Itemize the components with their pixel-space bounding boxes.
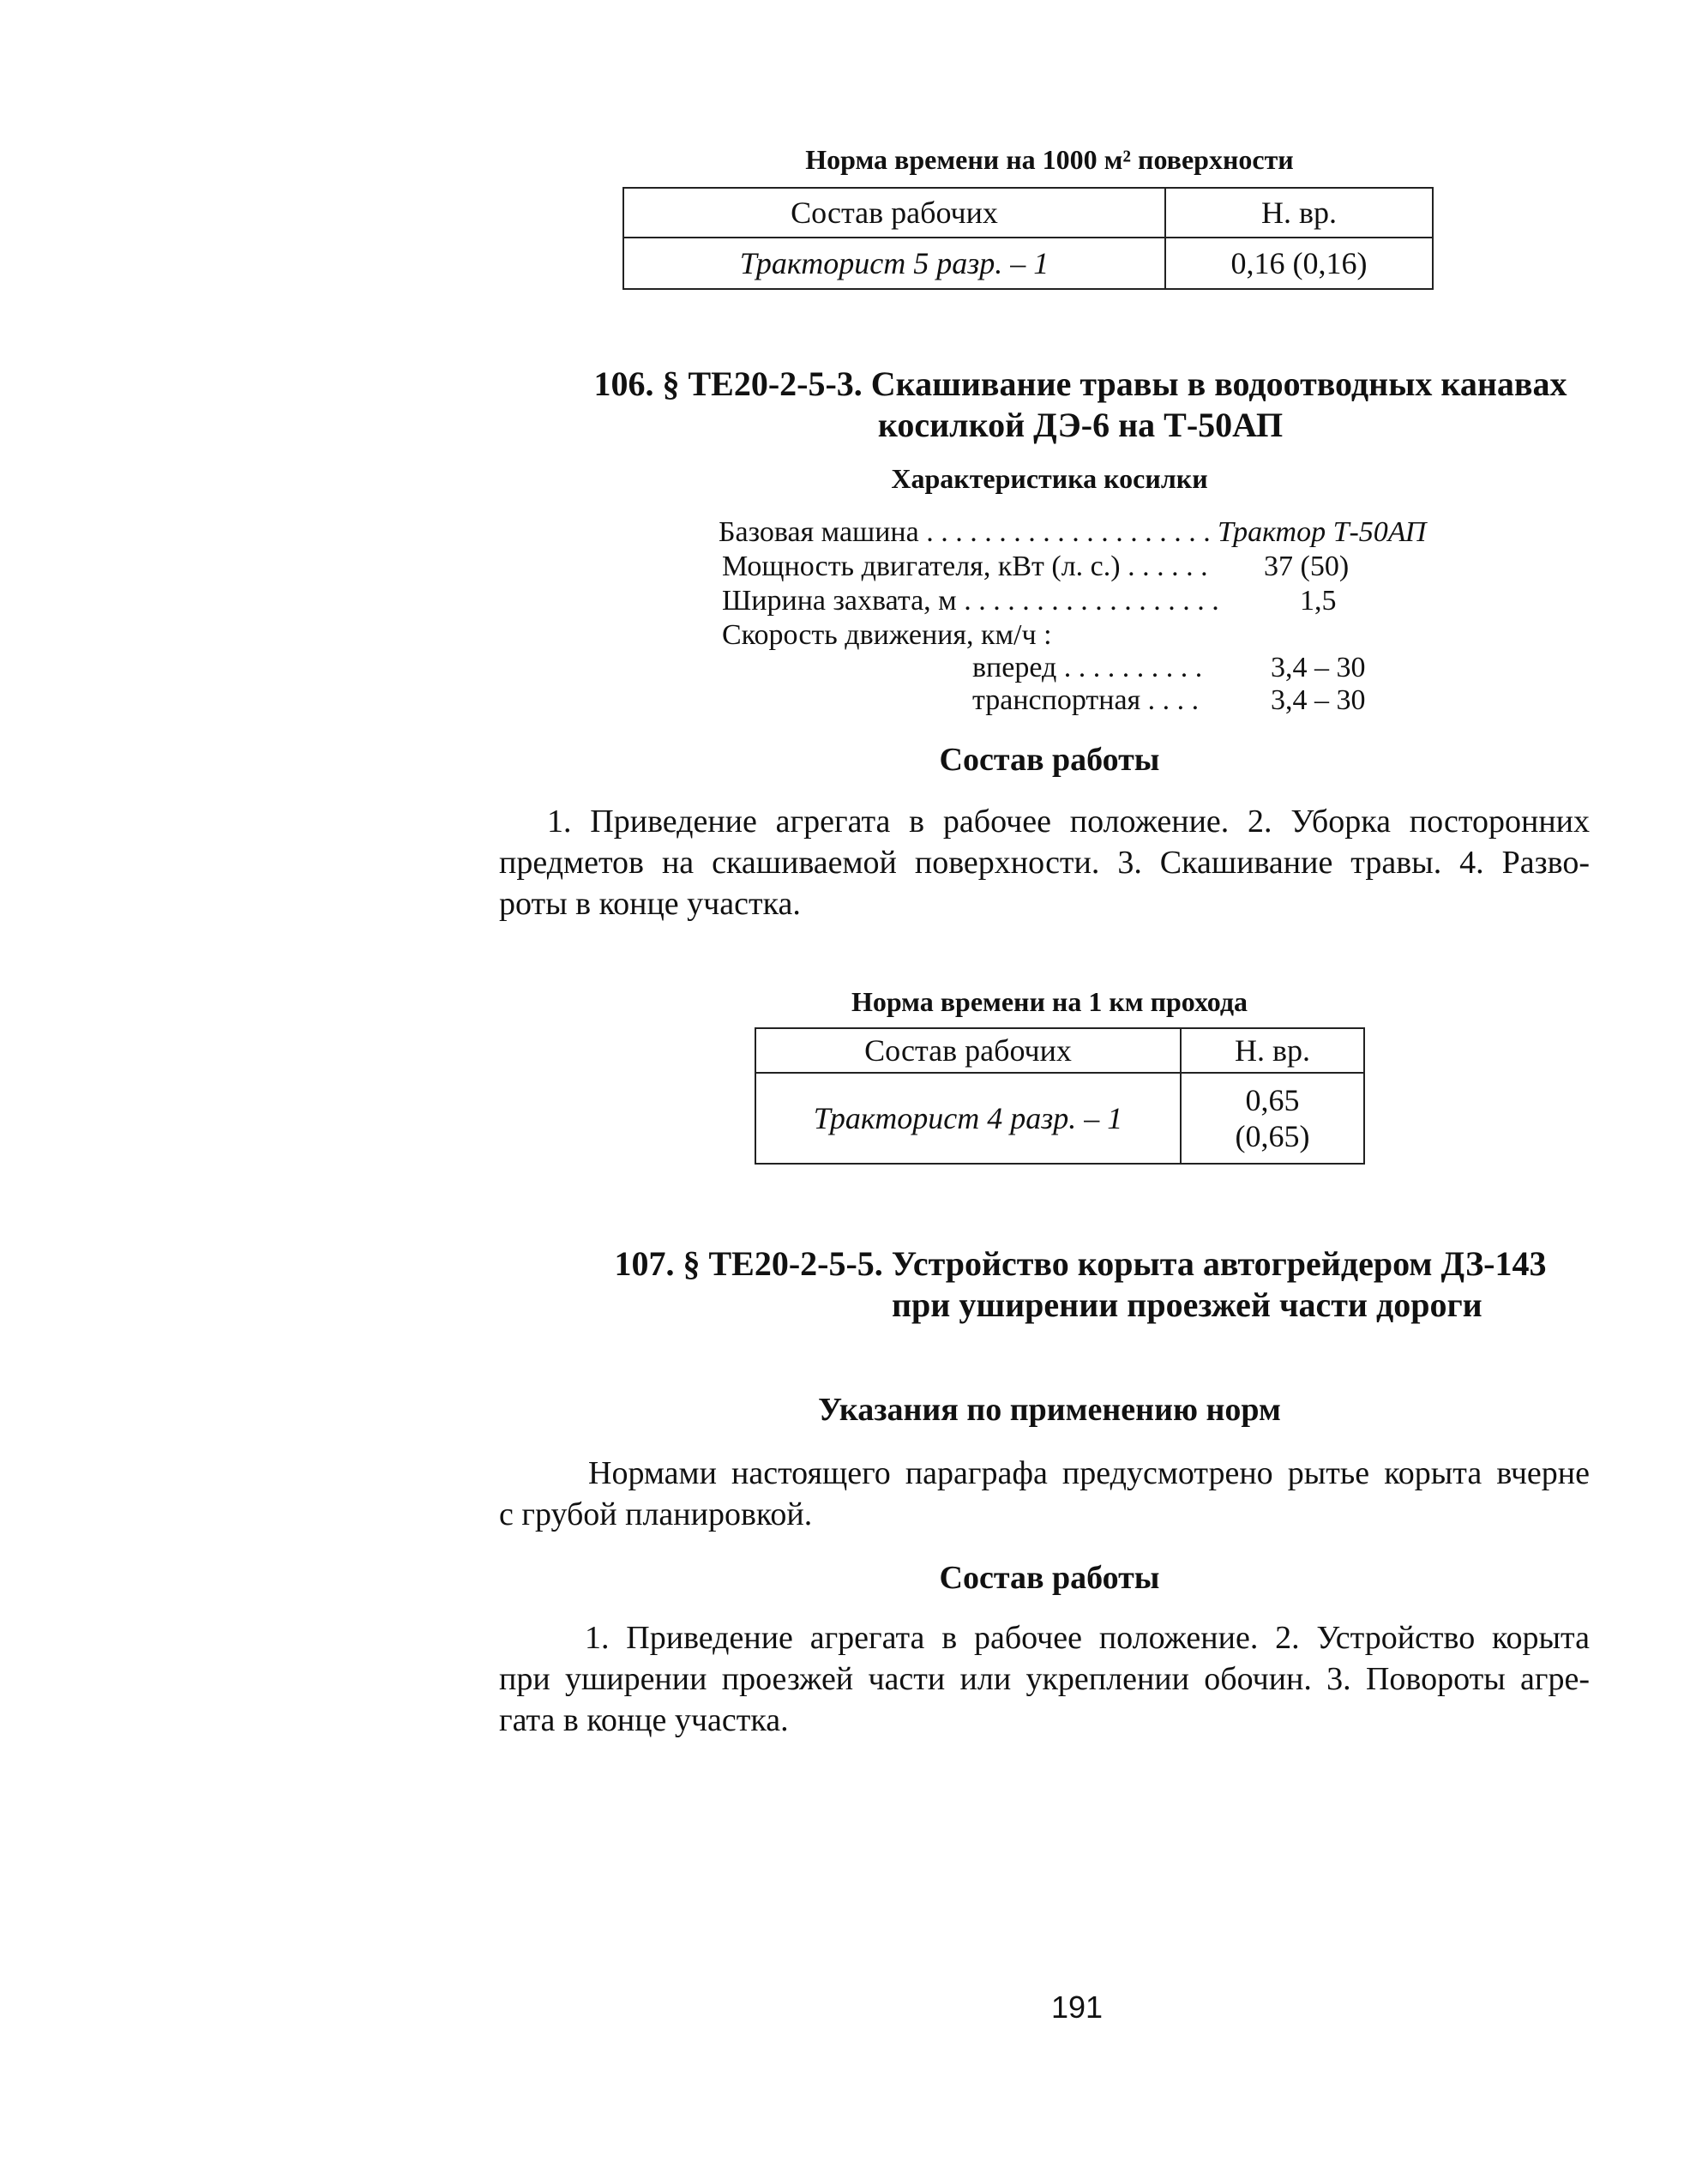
- spec-row-base-machine: [719, 516, 1211, 549]
- spec-value-base-machine: Трактор Т-50АП: [1218, 516, 1427, 548]
- table2-cell-norm: [1181, 1073, 1364, 1164]
- section106-work-text: [499, 801, 1590, 924]
- page-number: 191: [1050, 1989, 1104, 2025]
- text-line: роты в конце участка.: [499, 886, 801, 922]
- section106-title-line1: 106. § ТЕ20-2-5-3. Скашивание травы в водоотводных канавах: [593, 364, 1567, 403]
- text-line: гата в конце участка.: [499, 1702, 789, 1738]
- table1-cell-norm: 0,16 (0,16): [1165, 238, 1433, 289]
- table1: [622, 187, 1434, 290]
- text-line: 1. Приведение агрегата в рабочее положение. 2. Устройство корыта: [585, 1620, 1590, 1656]
- section106-work-title: Состав работы: [939, 742, 1160, 778]
- section107-guide-title: Указания по применению норм: [818, 1392, 1281, 1428]
- spec-row-transport: транспортная . . . .: [972, 684, 1200, 716]
- text-line: Нормами настоящего параграфа предусмотрено рытье корыта вчерне: [588, 1455, 1590, 1491]
- section107-guide-text: [499, 1453, 1590, 1535]
- section107-work-title: Состав работы: [939, 1560, 1160, 1596]
- section107-title-line2: при уширении проезжей части дороги: [892, 1285, 1482, 1324]
- spec-value-transport: 3,4 – 30: [1271, 684, 1366, 716]
- table2-caption: Норма времени на 1 км прохода: [851, 986, 1248, 1017]
- table1-caption: Норма времени на 1000 м² поверхности: [805, 144, 1294, 175]
- spec-row-width: Ширина захвата, м . . . . . . . . . . . . . . . . . .: [722, 585, 1219, 617]
- spec-value-forward: 3,4 – 30: [1271, 652, 1366, 683]
- table2-norm-value-alt: (0,65): [1235, 1119, 1310, 1153]
- spec-value-power: 37 (50): [1264, 551, 1350, 582]
- table1-cell-workers: Тракторист 5 разр. – 1: [623, 238, 1165, 289]
- spec-value-width: 1,5: [1300, 585, 1337, 617]
- spec-row-power: Мощность двигателя, кВт (л. с.) . . . . . .: [722, 551, 1208, 582]
- section107-title-line1: 107. § ТЕ20-2-5-5. Устройство корыта автогрейдером ДЗ-143: [614, 1244, 1547, 1283]
- spec-row-forward: вперед . . . . . . . . . .: [972, 652, 1203, 683]
- text-line: при уширении проезжей части или укреплении обочин. 3. Повороты агре-: [499, 1661, 1590, 1697]
- table2-header-workers: Состав рабочих: [755, 1028, 1181, 1073]
- table1-header-workers: Состав рабочих: [623, 188, 1165, 238]
- table2: [755, 1027, 1365, 1165]
- text-line: 1. Приведение агрегата в рабочее положение. 2. Уборка посторонних: [547, 804, 1590, 840]
- section107-work-text: [499, 1617, 1590, 1741]
- table2-norm-value: 0,65: [1245, 1083, 1300, 1117]
- spec-label: Базовая машина . . . . . . . . . . . . . . . . . . . .: [719, 516, 1211, 548]
- text-line: с грубой планировкой.: [499, 1496, 813, 1532]
- spec-row-speed: Скорость движения, км/ч :: [722, 619, 1052, 651]
- text-line: предметов на скашиваемой поверхности. 3. Скашивание травы. 4. Разво-: [499, 845, 1590, 881]
- spec-title: Характеристика косилки: [891, 463, 1208, 494]
- table2-header-norm: Н. вр.: [1181, 1028, 1364, 1073]
- section106-title-line2: косилкой ДЭ-6 на Т-50АП: [877, 406, 1284, 444]
- table2-cell-workers: Тракторист 4 разр. – 1: [755, 1073, 1181, 1164]
- table1-header-norm: Н. вр.: [1165, 188, 1433, 238]
